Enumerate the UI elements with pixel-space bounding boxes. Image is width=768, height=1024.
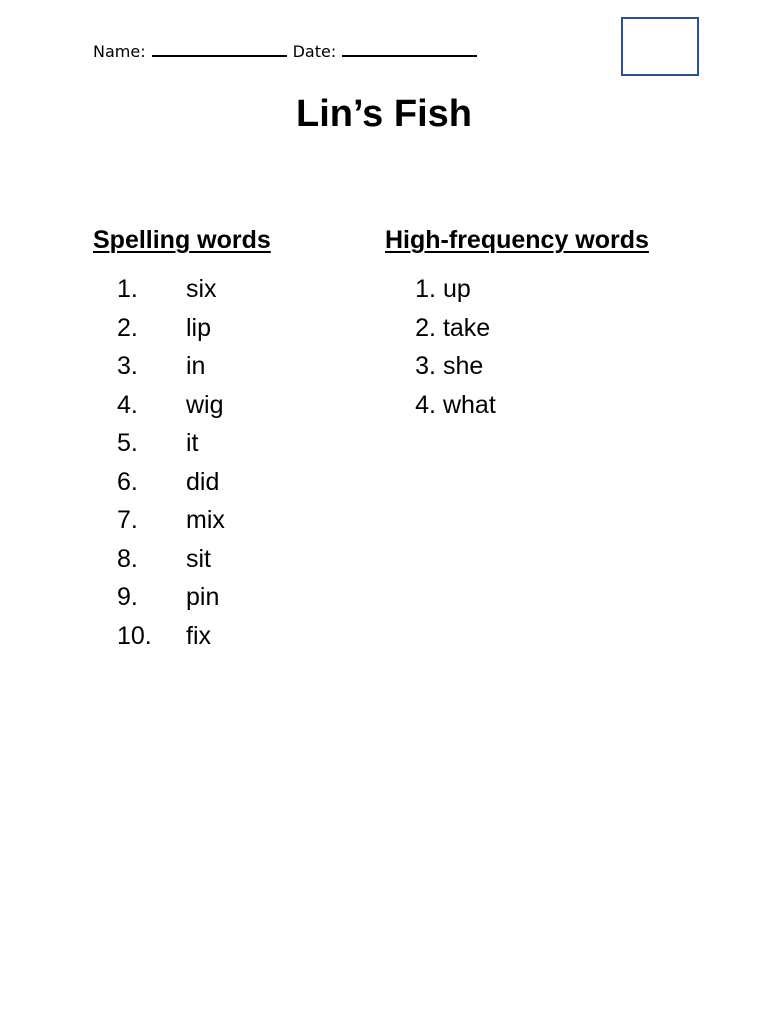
item-number: 3. xyxy=(415,352,436,380)
spelling-word: did xyxy=(186,467,220,496)
spelling-words-list xyxy=(117,270,337,655)
item-number: 5. xyxy=(117,429,138,457)
item-number: 4. xyxy=(415,390,436,419)
item-number: 1. xyxy=(117,275,138,303)
spelling-word: pin xyxy=(186,583,220,611)
spelling-word-item xyxy=(117,270,337,309)
high-frequency-words-list xyxy=(405,270,705,424)
spelling-word-item xyxy=(117,540,337,579)
item-number: 3. xyxy=(117,352,138,380)
item-number: 4. xyxy=(117,390,138,419)
name-date-line xyxy=(93,42,483,62)
spelling-word-item xyxy=(117,501,337,540)
spelling-word-item xyxy=(117,309,337,348)
item-number: 9. xyxy=(117,583,138,611)
item-number: 6. xyxy=(117,467,138,496)
spelling-words-heading: Spelling words xyxy=(93,226,271,254)
high-frequency-word: what xyxy=(442,390,496,419)
name-blank[interactable] xyxy=(152,43,287,57)
high-frequency-word-item xyxy=(405,309,705,348)
item-number: 2. xyxy=(415,313,436,342)
score-box xyxy=(621,17,699,76)
high-frequency-words-heading: High-frequency words xyxy=(385,226,649,254)
high-frequency-word: she xyxy=(442,352,484,380)
page-title: Lin’s Fish xyxy=(296,93,472,135)
spelling-word: mix xyxy=(186,506,225,534)
spelling-word-item xyxy=(117,578,337,617)
date-blank[interactable] xyxy=(342,43,477,57)
spelling-word: six xyxy=(186,275,217,303)
spelling-word: in xyxy=(186,352,206,380)
date-label: Date: xyxy=(292,42,337,61)
item-number: 2. xyxy=(117,313,138,342)
item-number: 10. xyxy=(117,621,152,650)
high-frequency-word-item xyxy=(405,270,705,309)
item-number: 8. xyxy=(117,544,138,573)
high-frequency-word-item xyxy=(405,347,705,386)
high-frequency-word-item xyxy=(405,386,705,425)
spelling-word: it xyxy=(186,429,199,457)
spelling-word: lip xyxy=(186,313,212,342)
item-number: 7. xyxy=(117,506,138,534)
spelling-word-item xyxy=(117,424,337,463)
spelling-word: sit xyxy=(186,544,211,573)
spelling-word: fix xyxy=(186,621,211,650)
spelling-word: wig xyxy=(186,390,224,419)
name-label: Name: xyxy=(93,42,146,61)
spelling-word-item xyxy=(117,617,337,656)
spelling-word-item xyxy=(117,347,337,386)
high-frequency-word: up xyxy=(442,275,471,303)
spelling-word-item xyxy=(117,463,337,502)
high-frequency-word: take xyxy=(442,313,491,342)
item-number: 1. xyxy=(415,275,436,303)
spelling-word-item xyxy=(117,386,337,425)
